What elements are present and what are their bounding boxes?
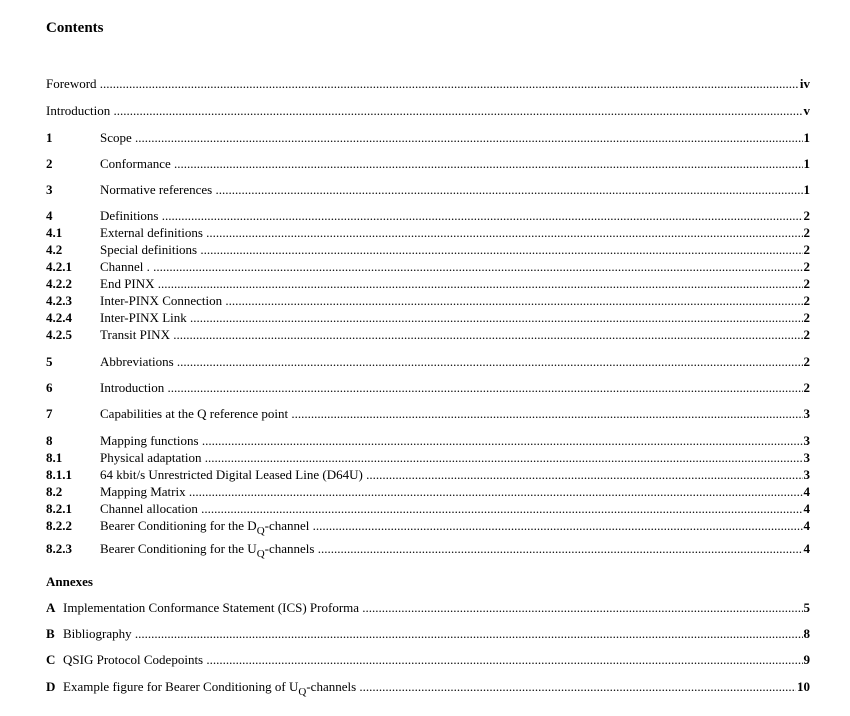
- section-number: 4.2.3: [46, 293, 72, 308]
- entry-title: Inter-PINX Link: [100, 310, 187, 325]
- toc-entry[interactable]: [46, 433, 810, 449]
- entry-title-suffix: -channel: [264, 518, 310, 533]
- section-number: 7: [46, 406, 53, 421]
- entry-leader: [100, 433, 810, 449]
- annexes-heading: Annexes: [46, 574, 93, 589]
- entry-title: Mapping functions: [100, 433, 199, 448]
- entry-title: Foreword: [46, 76, 97, 91]
- page-number: 2: [803, 380, 810, 395]
- annex-entry[interactable]: [46, 652, 810, 668]
- page-number: 4: [803, 501, 810, 516]
- annex-entry[interactable]: [46, 679, 810, 698]
- entry-title: External definitions: [100, 225, 203, 240]
- entry-leader: [100, 276, 810, 292]
- toc-entry[interactable]: [46, 484, 810, 500]
- page-number: 1: [803, 156, 810, 171]
- page-number: 1: [803, 182, 810, 197]
- entry-title-suffix: -channels: [264, 541, 315, 556]
- toc-entry[interactable]: [46, 354, 810, 370]
- entry-title: Abbreviations: [100, 354, 174, 369]
- entry-title: 64 kbit/s Unrestricted Digital Leased Line (D64U): [100, 467, 363, 482]
- toc-entry[interactable]: [46, 518, 810, 537]
- entry-title: Normative references: [100, 182, 213, 197]
- entry-leader: [100, 541, 810, 562]
- toc-entry[interactable]: [46, 156, 810, 172]
- page-number: 10: [797, 679, 810, 694]
- entry-title: Definitions: [100, 208, 159, 223]
- entry-leader: [100, 501, 810, 517]
- page-number: 5: [803, 600, 810, 615]
- page-title: Contents: [46, 20, 104, 36]
- page-number: 2: [803, 354, 810, 369]
- entry-title: Channel .: [100, 259, 150, 274]
- toc-entry[interactable]: [46, 501, 810, 517]
- annex-entry[interactable]: [46, 600, 810, 616]
- entry-leader: [100, 380, 810, 396]
- entry-leader: [100, 310, 810, 326]
- toc-entry[interactable]: [46, 130, 810, 146]
- section-number: 4.2.4: [46, 310, 72, 325]
- page-number: 3: [803, 467, 810, 482]
- entry-title: Mapping Matrix: [100, 484, 186, 499]
- section-number: 4.2.2: [46, 276, 72, 291]
- entry-leader: [100, 225, 810, 241]
- toc-entry[interactable]: [46, 225, 810, 241]
- toc-entry[interactable]: [46, 467, 810, 483]
- section-number: 5: [46, 354, 53, 369]
- page-number: 4: [803, 541, 810, 556]
- toc-entry[interactable]: [46, 406, 810, 422]
- page-number: 2: [803, 276, 810, 291]
- entry-title: Transit PINX: [100, 327, 170, 342]
- entry-leader: [100, 130, 810, 146]
- entry-title: Channel allocation: [100, 501, 198, 516]
- toc-entry[interactable]: [46, 541, 810, 560]
- subscript: Q: [298, 686, 307, 698]
- entry-leader: [63, 652, 810, 668]
- entry-title: Inter-PINX Connection: [100, 293, 223, 308]
- section-number: C: [46, 652, 56, 667]
- toc-entry[interactable]: [46, 103, 810, 119]
- section-number: 1: [46, 130, 53, 145]
- toc-entry[interactable]: [46, 380, 810, 396]
- entry-title: Conformance: [100, 156, 171, 171]
- entry-leader: [46, 76, 810, 92]
- toc-entry[interactable]: [46, 327, 810, 343]
- entry-title: Bearer Conditioning for the D: [100, 518, 257, 533]
- page-number: v: [803, 103, 810, 118]
- toc-entry[interactable]: [46, 450, 810, 466]
- page-number: 2: [803, 225, 810, 240]
- entry-leader: [100, 484, 810, 500]
- entry-title: Scope: [100, 130, 132, 145]
- entry-title: End PINX: [100, 276, 155, 291]
- page-number: 1: [803, 130, 810, 145]
- entry-leader: [100, 467, 810, 483]
- entry-title: Capabilities at the Q reference point: [100, 406, 289, 421]
- section-number: 8.1: [46, 450, 63, 465]
- entry-leader: [100, 450, 810, 466]
- subscript: Q: [256, 525, 265, 537]
- toc-entry[interactable]: [46, 208, 810, 224]
- section-number: 8.2.3: [46, 541, 72, 556]
- section-number: 8.2.2: [46, 518, 72, 533]
- section-number: 4.2.1: [46, 259, 72, 274]
- annex-entry[interactable]: [46, 626, 810, 642]
- entry-leader: [100, 354, 810, 370]
- toc-entry[interactable]: [46, 182, 810, 198]
- entry-leader: [100, 259, 810, 275]
- entry-title: QSIG Protocol Codepoints: [63, 652, 204, 667]
- entry-leader: [63, 626, 810, 642]
- entry-leader: [100, 327, 810, 343]
- subscript: Q: [256, 548, 265, 560]
- section-number: 8.2.1: [46, 501, 72, 516]
- section-number: 3: [46, 182, 53, 197]
- entry-leader: [100, 156, 810, 172]
- entry-leader: [100, 293, 810, 309]
- section-number: 2: [46, 156, 53, 171]
- section-number: B: [46, 626, 55, 641]
- page-number: 2: [803, 208, 810, 223]
- page-number: 2: [803, 242, 810, 257]
- page-number: 4: [803, 484, 810, 499]
- toc-entry[interactable]: [46, 76, 810, 92]
- toc-entry[interactable]: [46, 310, 810, 326]
- section-number: 4.1: [46, 225, 63, 240]
- section-number: A: [46, 600, 56, 615]
- toc-entry[interactable]: [46, 276, 810, 292]
- page-number: 2: [803, 310, 810, 325]
- toc-entry[interactable]: [46, 293, 810, 309]
- section-number: 4: [46, 208, 53, 223]
- section-number: 4.2.5: [46, 327, 72, 342]
- section-number: 8.1.1: [46, 467, 72, 482]
- entry-title: Physical adaptation: [100, 450, 202, 465]
- entry-title: Special definitions: [100, 242, 198, 257]
- section-number: 4.2: [46, 242, 63, 257]
- entry-title: Introduction: [46, 103, 114, 118]
- entry-leader: [63, 600, 810, 616]
- entry-leader: [100, 182, 810, 198]
- page-number: iv: [799, 76, 810, 91]
- section-number: D: [46, 679, 56, 694]
- entry-title: Introduction: [100, 380, 165, 395]
- page-number: 3: [803, 433, 810, 448]
- page-number: 2: [803, 259, 810, 274]
- entry-title: Example figure for Bearer Conditioning of U: [63, 679, 299, 694]
- entry-title: Bearer Conditioning for the U: [100, 541, 257, 556]
- entry-leader: [46, 103, 810, 119]
- page-number: 3: [803, 406, 810, 421]
- page-number: 2: [803, 327, 810, 342]
- toc-entry[interactable]: [46, 259, 810, 275]
- entry-leader: [100, 208, 810, 224]
- entry-title: Bibliography: [63, 626, 132, 641]
- entry-title: Implementation Conformance Statement (ICS) Proforma: [63, 600, 360, 615]
- page-number: 4: [803, 518, 810, 533]
- entry-leader: [100, 518, 810, 539]
- entry-leader: [63, 679, 810, 700]
- section-number: 8.2: [46, 484, 63, 499]
- page-number: 8: [803, 626, 810, 641]
- page-number: 3: [803, 450, 810, 465]
- section-number: 6: [46, 380, 53, 395]
- toc-entry[interactable]: [46, 242, 810, 258]
- page-number: 2: [803, 293, 810, 308]
- entry-leader: [100, 406, 810, 422]
- entry-title-suffix: -channels: [306, 679, 357, 694]
- section-number: 8: [46, 433, 53, 448]
- page-number: 9: [803, 652, 810, 667]
- entry-leader: [100, 242, 810, 258]
